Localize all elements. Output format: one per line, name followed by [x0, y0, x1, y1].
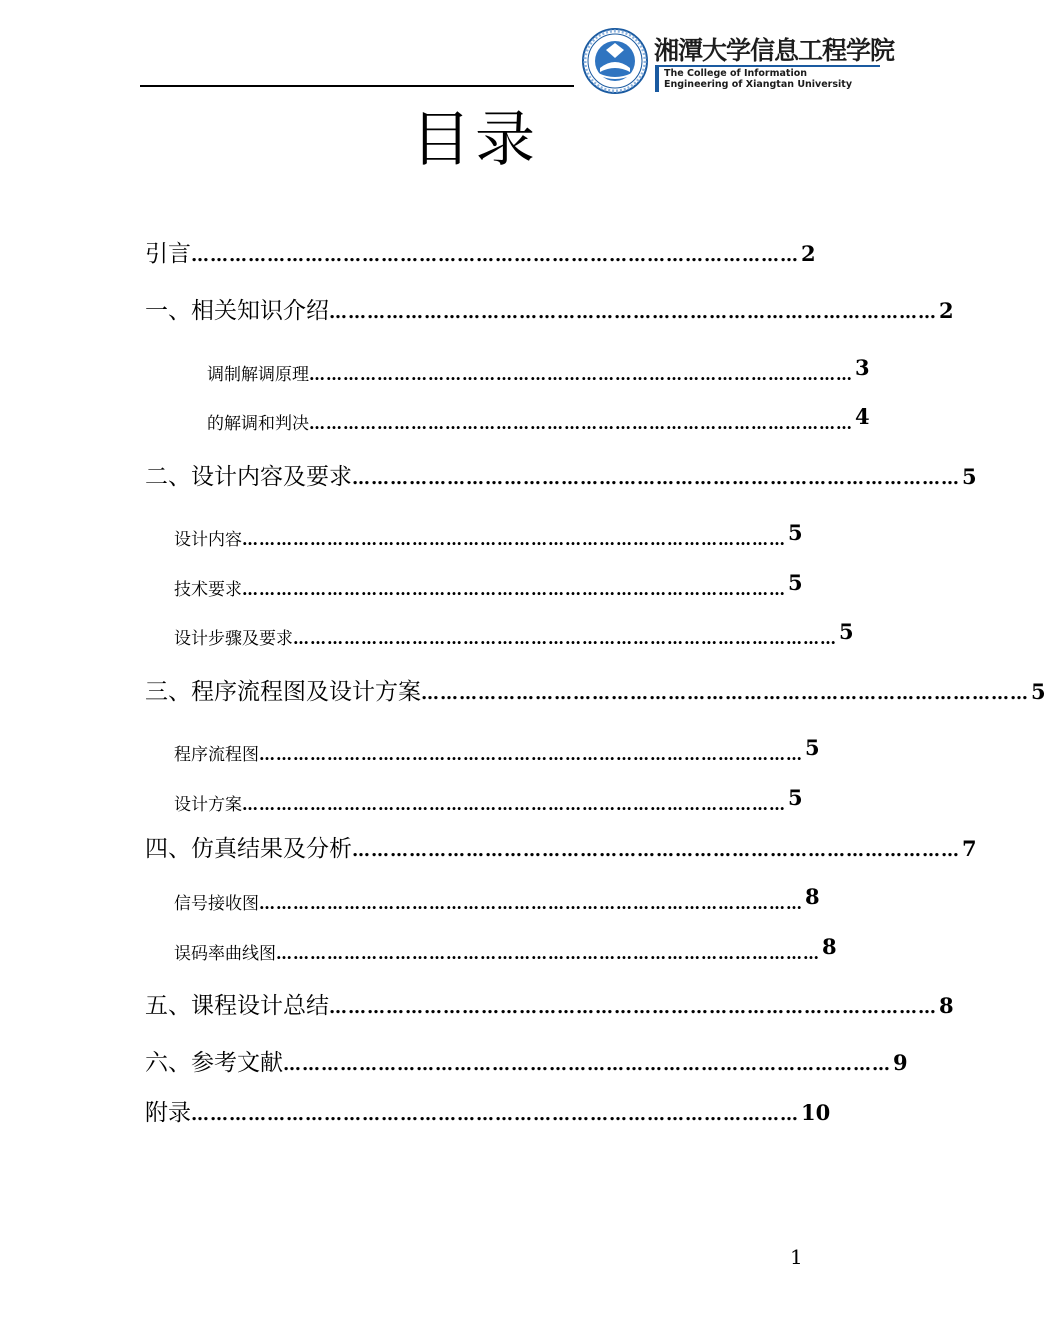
toc-leader-dots: ……………………………………………………………………………………: [329, 302, 937, 323]
toc-entry-page: 4: [855, 404, 870, 429]
toc-leader-dots: ……………………………………………………………………………………: [191, 1104, 799, 1125]
toc-leader-dots: ……………………………………………………………………………………: [191, 245, 799, 266]
toc-entry-page: 5: [962, 464, 977, 489]
university-seal-icon: [582, 28, 648, 94]
toc-entry-label: 六、参考文献: [145, 1050, 283, 1076]
toc-entry-label: 技术要求: [174, 580, 242, 600]
college-logo: [582, 28, 895, 96]
toc-entry-label: 三、程序流程图及设计方案: [145, 679, 421, 705]
toc-entry-label: 设计步骤及要求: [174, 629, 293, 649]
toc-leader-dots: ……………………………………………………………………………………: [259, 894, 803, 913]
toc-entry-page: 8: [805, 884, 820, 909]
toc-entry-label: 程序流程图: [174, 745, 259, 765]
toc-entry[interactable]: [145, 673, 1046, 706]
toc-entry-page: 8: [822, 934, 837, 959]
college-name-cn: 湘潭大学信息工程学院: [654, 36, 895, 65]
toc-entry-page: 9: [893, 1050, 908, 1075]
toc-leader-dots: ……………………………………………………………………………………: [352, 468, 960, 489]
header-rule: [140, 85, 574, 87]
toc-entry-label: 一、相关知识介绍: [145, 298, 329, 324]
toc-leader-dots: ……………………………………………………………………………………: [329, 997, 937, 1018]
toc-entry[interactable]: [174, 785, 803, 815]
toc-entry-label: 附录: [145, 1100, 191, 1126]
toc-entry-page: 5: [1031, 679, 1046, 704]
toc-entry-page: 5: [788, 520, 803, 545]
toc-leader-dots: ……………………………………………………………………………………: [309, 365, 853, 384]
toc-entry-page: 5: [788, 570, 803, 595]
college-accent-bar: [655, 66, 659, 92]
toc-entry-page: 5: [839, 619, 854, 644]
toc-leader-dots: ……………………………………………………………………………………: [242, 795, 786, 814]
toc-entry-label: 调制解调原理: [207, 365, 309, 385]
toc-entry-page: 2: [939, 298, 954, 323]
toc-entry-label: 引言: [145, 241, 191, 267]
toc-entry[interactable]: [174, 570, 803, 600]
toc-entry[interactable]: [174, 619, 854, 649]
toc-entry-page: 5: [788, 785, 803, 810]
toc-leader-dots: ……………………………………………………………………………………: [259, 745, 803, 764]
toc-entry[interactable]: [145, 1044, 908, 1077]
college-name-en: [664, 69, 852, 90]
college-name-en-line1: The College of Information: [664, 68, 808, 79]
toc-entry-label: 的解调和判决: [207, 414, 309, 434]
toc-entry[interactable]: [145, 830, 977, 863]
toc-entry-page: 3: [855, 355, 870, 380]
toc-entry[interactable]: [145, 987, 954, 1020]
toc-entry-label: 误码率曲线图: [174, 944, 276, 964]
toc-leader-dots: ……………………………………………………………………………………: [309, 414, 853, 433]
toc-entry-label: 设计方案: [174, 795, 242, 815]
toc-leader-dots: ……………………………………………………………………………………: [242, 580, 786, 599]
toc-entry-page: 2: [801, 241, 816, 266]
toc-entry-page: 8: [939, 993, 954, 1018]
toc-entry[interactable]: [145, 1094, 831, 1127]
toc-leader-dots: ……………………………………………………………………………………: [352, 840, 960, 861]
toc-entry-page: 5: [805, 735, 820, 760]
toc-entry-page: 7: [962, 836, 977, 861]
toc-leader-dots: ……………………………………………………………………………………: [293, 629, 837, 648]
toc-entry[interactable]: [145, 235, 816, 268]
toc-entry[interactable]: [174, 520, 803, 550]
page-number: 1: [790, 1245, 803, 1269]
toc-entry[interactable]: [174, 735, 820, 765]
toc-leader-dots: ……………………………………………………………………………………: [283, 1054, 891, 1075]
toc-entry[interactable]: [174, 934, 837, 964]
toc-entry-label: 二、设计内容及要求: [145, 464, 352, 490]
toc-leader-dots: ……………………………………………………………………………………: [276, 944, 820, 963]
toc-entry-label: 信号接收图: [174, 894, 259, 914]
toc-entry-page: 10: [801, 1100, 831, 1125]
toc-entry[interactable]: [145, 292, 954, 325]
toc-entry[interactable]: [145, 458, 977, 491]
toc-entry[interactable]: [207, 355, 870, 385]
toc-leader-dots: ……………………………………………………………………………………: [242, 530, 786, 549]
page-title: 目录: [411, 105, 539, 175]
toc-entry[interactable]: [207, 404, 870, 434]
toc-entry-label: 五、课程设计总结: [145, 993, 329, 1019]
toc-entry-label: 四、仿真结果及分析: [145, 836, 352, 862]
toc-entry-label: 设计内容: [174, 530, 242, 550]
toc-leader-dots: ……………………………………………………………………………………: [421, 683, 1029, 704]
college-divider: [655, 65, 880, 67]
college-name-en-line2: Engineering of Xiangtan University: [664, 78, 853, 90]
toc-entry[interactable]: [174, 884, 820, 914]
